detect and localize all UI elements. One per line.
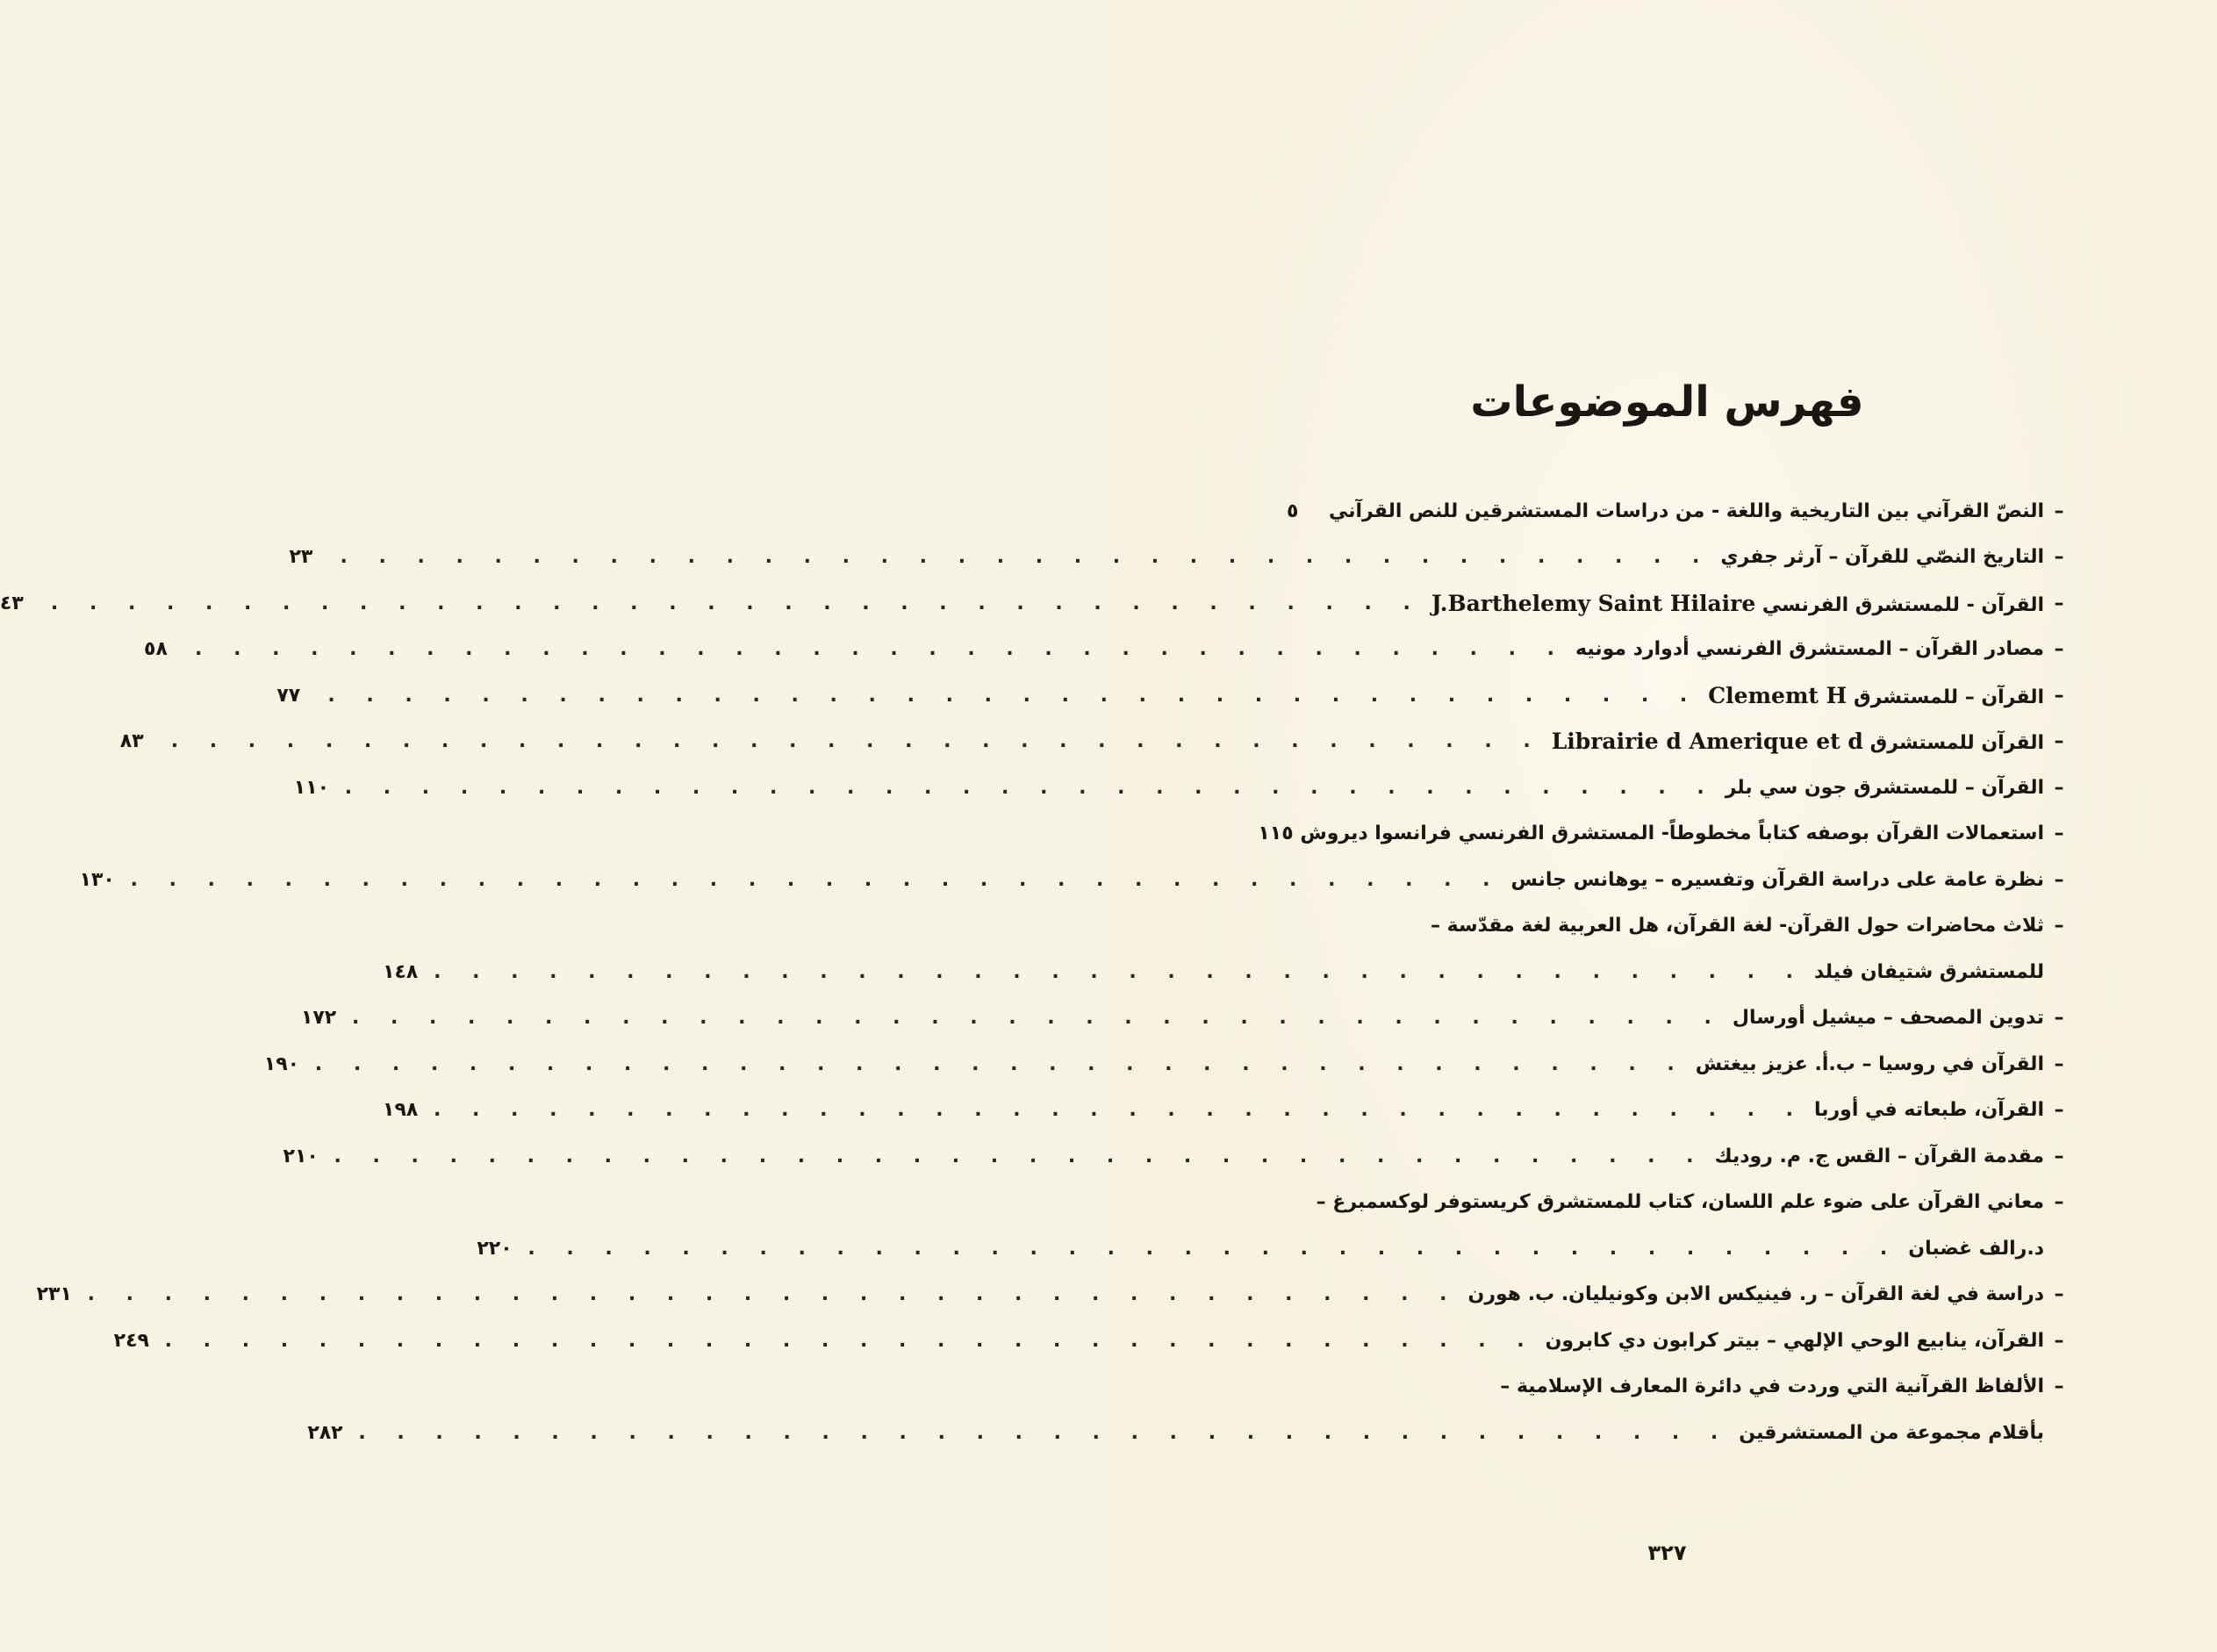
entry-dash: – (2054, 1052, 2064, 1075)
toc-entry (477, 1225, 2074, 1272)
toc-entry (283, 1133, 2074, 1180)
entry-dash: – (2054, 915, 2064, 937)
toc-entry (36, 1272, 2074, 1318)
toc-entry (289, 535, 2074, 581)
entry-dash: – (2054, 1145, 2064, 1167)
entry-page-number: ٨٣ (119, 730, 144, 753)
dot-leader: . . . . . . . . . . . . . . . . . . . . . . . . . . . . . . . . . . . . (358, 1421, 1731, 1444)
entry-page-number: ٥٨ (144, 638, 168, 661)
dot-leader: . . . . . . . . . . . . . . . . . . . . . . . . . . . . . . . . . . . . (527, 1237, 1900, 1260)
dot-leader: . . . . . . . . . . . . . . . . . . . . . . . . . . . . . . . . . . . . (195, 638, 1567, 661)
entry-title-text: مقدمة القرآن – القس ج. م. روديك (1714, 1145, 2044, 1167)
dot-leader: . . . . . . . . . . . . . . . . . . . . . . . . . . . . . . . . . . . . (170, 730, 1543, 753)
entry-title-text: النصّ القرآني بين التاريخية واللغة - من دراسات المستشرقين للنص القرآني (1328, 499, 2044, 522)
toc-entry (0, 580, 2074, 627)
entry-title (1500, 1375, 2044, 1397)
dot-leader: . . . . . . . . . . . . . . . . . . . . . . . . . . . . . . . . . . . . (434, 960, 1806, 983)
dot-leader: . . . . . . . . . . . . . . . . . . . . . . . . . . . . . . . . . . . . (351, 1007, 1724, 1030)
entry-title-text: ثلاث محاضرات حول القرآن- لغة القرآن، هل العربية لغة مقدّسة – (1430, 915, 2044, 937)
entry-dash: – (2054, 1283, 2064, 1306)
entry-title-text: تدوين المصحف – ميشيل أورسال (1732, 1007, 2044, 1030)
toc-entry (383, 1088, 2074, 1134)
entry-page-number: ٧٧ (276, 684, 301, 707)
dot-leader: . . . . . . . . . . . . . . . . . . . . . . . . . . . . . . . . . . . . (164, 1329, 1537, 1352)
page-number: ٣٢٧ (1647, 1541, 1687, 1565)
entry-dash: – (2054, 730, 2064, 753)
entry-title-text: القرآن – للمستشرق جون سي بلر (1725, 776, 2044, 799)
entry-title (1908, 1238, 2044, 1260)
entry-title (1317, 1191, 2044, 1213)
dot-leader: . . . . . . . . . . . . . . . . . . . . . . . . . . . . . . . . . . . . (344, 776, 1717, 799)
entry-page-number: ٤٣ (0, 592, 24, 614)
entry-title (1814, 1099, 2044, 1121)
entry-dash: – (2054, 1375, 2064, 1398)
entry-title (1733, 1007, 2044, 1029)
entry-page-number: ١١٥ (1258, 822, 1294, 845)
entry-page-number: ٥ (1286, 499, 1299, 522)
entry-title (1552, 729, 2044, 754)
entry-title (1546, 1330, 2044, 1352)
entry-title (1468, 1283, 2044, 1305)
entry-dash: – (2054, 638, 2064, 661)
entry-title-text: القرآن – للمستشرق (1853, 686, 2044, 708)
entry-page-number: ٢١٠ (283, 1145, 319, 1167)
entry-dash: – (2054, 684, 2064, 707)
entry-dash: – (2054, 499, 2064, 522)
entry-title (1696, 1053, 2044, 1075)
entry-title-text: القرآن - للمستشرق الفرنسي (1761, 593, 2044, 616)
entry-title-text: مصادر القرآن – المستشرق الفرنسي أدوارد مونيه (1575, 638, 2044, 661)
entry-title-text: القرآن في روسيا – ب.أ. عزيز بيغتش (1695, 1052, 2044, 1075)
toc-entry (79, 857, 2074, 903)
dot-leader: . . . . . . . . . . . . . . . . . . . . . . . . . . . . . . . . . . . . (50, 592, 1423, 614)
entry-title-text: استعمالات القرآن بوصفه كتاباً مخطوطاً- المستشرق الفرنسي فرانسوا ديروش (1300, 822, 2044, 845)
entry-title (1739, 1422, 2044, 1444)
entry-latin-name: J.Barthelemy Saint Hilaire (1431, 590, 1756, 616)
entry-title (1511, 869, 2044, 891)
entry-title-text: للمستشرق شتيفان فيلد (1814, 960, 2044, 983)
toc-entry (293, 765, 2074, 811)
entry-title (1720, 546, 2044, 568)
entry-dash: – (2054, 546, 2064, 569)
entry-page-number: ٢٢٠ (477, 1237, 513, 1260)
entry-title-text: القرآن للمستشرق (1869, 732, 2044, 755)
entry-title-text: الألفاظ القرآنية التي وردت في دائرة المعارف الإسلامية – (1500, 1375, 2044, 1398)
entry-title-text: بأقلام مجموعة من المستشرقين (1739, 1421, 2044, 1444)
entry-title-text: التاريخ النصّي للقرآن – آرثر جفري (1720, 546, 2044, 569)
toc-entry (307, 1410, 2074, 1456)
entry-title-text: معاني القرآن على ضوء علم اللسان، كتاب للمستشرق كريستوفر لوكسمبرغ – (1316, 1191, 2044, 1214)
entry-dash: – (2054, 822, 2064, 845)
dot-leader: . . . . . . . . . . . . . . . . . . . . . . . . . . . . . . . . . . . . (130, 868, 1503, 891)
toc-entry (113, 1318, 2074, 1364)
entry-page-number: ١١٠ (293, 776, 330, 799)
toc-entry (383, 949, 2074, 995)
entry-title-text: نظرة عامة على دراسة القرآن وتفسيره – يوهانس جانس (1510, 868, 2044, 891)
entry-dash: – (2054, 776, 2064, 799)
entry-title (1708, 683, 2044, 708)
entry-title-text: القرآن، طبعاته في أوربا (1813, 1099, 2044, 1122)
toc-entry (263, 1041, 2074, 1088)
dot-leader: . . . . . . . . . . . . . . . . . . . . . . . . . . . . . . . . . . . . (434, 1099, 1805, 1122)
entry-latin-name: Librairie d Amerique et d (1551, 729, 1863, 755)
entry-dash: – (2054, 592, 2064, 614)
dot-leader: . . . . . . . . . . . . . . . . . . . . . . . . . . . . . . . . . . . . (327, 684, 1700, 707)
entry-title-text: القرآن، ينابيع الوحي الإلهي – بيتر كرابون دي كابرون (1545, 1329, 2044, 1352)
toc-entry (1293, 1364, 2074, 1411)
entry-dash: – (2054, 1191, 2064, 1214)
toc-entry (1293, 1180, 2074, 1226)
entry-title-text: دراسة في لغة القرآن – ر. فينيكس الابن وكونيليان. ب. هورن (1467, 1283, 2044, 1306)
toc-entry (1258, 811, 2074, 858)
entry-title (1714, 1146, 2044, 1167)
entry-dash: – (2054, 1099, 2064, 1122)
entry-page-number: ١٩٨ (383, 1099, 419, 1122)
entry-latin-name: Clememt H (1708, 682, 1848, 708)
dot-leader: . . . . . . . . . . . . . . . . . . . . . . . . . . . . . . . . . . . . (334, 1145, 1706, 1167)
entry-page-number: ٢٣١ (36, 1283, 72, 1306)
entry-page-number: ١٧٢ (300, 1007, 337, 1030)
toc-entry (1286, 488, 2074, 535)
entry-dash: – (2054, 1007, 2064, 1030)
dot-leader: . . . . . . . . . . . . . . . . . . . . . . . . . . . . . . . . . . . . (340, 546, 1712, 569)
toc-entry (276, 672, 2074, 719)
entry-page-number: ١٣٠ (79, 868, 115, 891)
entry-title-text: د.رالف غضبان (1908, 1237, 2044, 1260)
entry-page-number: ١٤٨ (383, 960, 419, 983)
toc-entry (1293, 903, 2074, 950)
entry-title (1575, 638, 2044, 660)
entry-title (1300, 822, 2044, 844)
toc-entry (119, 719, 2074, 765)
toc-entry (300, 995, 2074, 1042)
entry-title (1726, 777, 2044, 799)
page-title: فهرس الموضوعات (1470, 377, 1864, 427)
dot-leader: . . . . . . . . . . . . . . . . . . . . . . . . . . . . . . . . . . . . (87, 1283, 1460, 1306)
entry-dash: – (2054, 1329, 2064, 1352)
entry-page-number: ٢٤٩ (113, 1329, 149, 1352)
dot-leader: . . . . . . . . . . . . . . . . . . . . . . . . . . . . . . . . . . . . (314, 1052, 1687, 1075)
entry-page-number: ١٩٠ (263, 1052, 300, 1075)
entry-page-number: ٢٨٢ (307, 1421, 343, 1444)
entry-title (1431, 915, 2044, 937)
entry-title (1431, 591, 2044, 616)
entry-page-number: ٢٣ (289, 546, 313, 569)
entry-dash: – (2054, 868, 2064, 891)
entry-title (1814, 961, 2044, 983)
entry-title (1329, 500, 2044, 522)
table-of-contents (0, 488, 2074, 1456)
toc-entry (144, 627, 2074, 673)
